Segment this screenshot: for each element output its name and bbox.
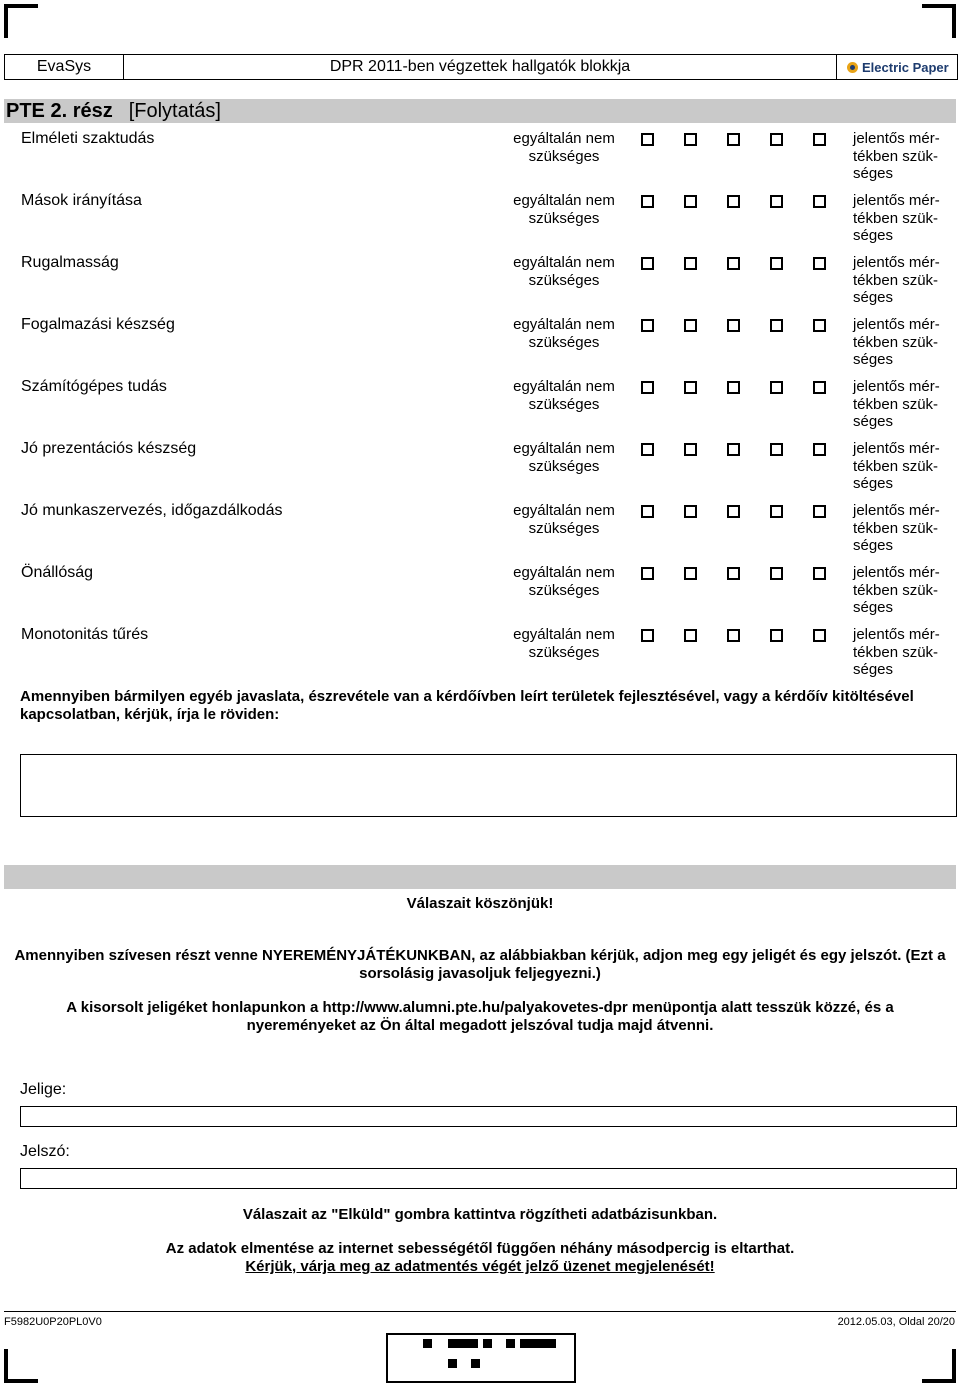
section-divider (4, 865, 956, 889)
rating-checkbox-4[interactable] (770, 381, 783, 394)
registration-mark-bottom-right (922, 1349, 956, 1383)
rating-checkbox-4[interactable] (770, 567, 783, 580)
brand-logo (837, 55, 957, 79)
rating-checkbox-1[interactable] (641, 567, 654, 580)
rating-checkbox-4[interactable] (770, 133, 783, 146)
rating-checkbox-5[interactable] (813, 505, 826, 518)
scale-left-anchor: egyáltalán nem szükséges (513, 192, 615, 227)
rating-checkbox-5[interactable] (813, 629, 826, 642)
rating-checkbox-3[interactable] (727, 629, 740, 642)
scale-right-anchor: jelentős mér- tékben szük- séges (853, 316, 940, 368)
question-row (0, 502, 960, 564)
scale-left-anchor: egyáltalán nem szükséges (513, 378, 615, 413)
thanks-text: Válaszait köszönjük! (406, 895, 554, 912)
question-label: Számítógépes tudás (21, 378, 167, 395)
rating-checkbox-5[interactable] (813, 319, 826, 332)
section-header (4, 99, 956, 123)
rating-checkbox-2[interactable] (684, 319, 697, 332)
wait-info: Kérjük, várja meg az adatmentés végét jelző üzenet megjelenését! (245, 1258, 715, 1275)
rating-checkbox-4[interactable] (770, 505, 783, 518)
jelszo-input[interactable] (20, 1168, 957, 1189)
rating-checkbox-5[interactable] (813, 195, 826, 208)
rating-checkbox-3[interactable] (727, 443, 740, 456)
question-label: Rugalmasság (21, 254, 119, 271)
rating-checkbox-4[interactable] (770, 257, 783, 270)
section-subtitle: [Folytatás] (128, 99, 221, 122)
footer-divider (4, 1311, 956, 1312)
form-header (4, 54, 958, 80)
jelige-label: Jelige: (20, 1081, 67, 1098)
rating-checkbox-1[interactable] (641, 133, 654, 146)
question-label: Mások irányítása (21, 192, 142, 209)
rating-checkbox-3[interactable] (727, 319, 740, 332)
comment-prompt: Amennyiben bármilyen egyéb javaslata, észrevétele van a kérdőívben leírt területek fejlesztésével, vagy a kérdőív kitöltésével kapcsolatban, kérjük, írja le röviden: (20, 688, 914, 723)
rating-checkbox-5[interactable] (813, 381, 826, 394)
rating-checkbox-2[interactable] (684, 195, 697, 208)
question-row (0, 316, 960, 378)
comment-textarea[interactable] (20, 754, 957, 817)
rating-checkbox-5[interactable] (813, 257, 826, 270)
question-label: Elméleti szaktudás (21, 130, 155, 147)
scale-right-anchor: jelentős mér- tékben szük- séges (853, 254, 940, 306)
scale-left-anchor: egyáltalán nem szükséges (513, 130, 615, 165)
brand-name: Electric Paper (862, 59, 949, 75)
lottery-info: A kisorsolt jeligéket honlapunkon a http://www.alumni.pte.hu/palyakovetes-dpr menüpontja alatt tesszük közzé, és a nyereményeket az Ön által megadott jelszóval tudja majd átvenni. (66, 999, 894, 1034)
scale-left-anchor: egyáltalán nem szükséges (513, 316, 615, 351)
rating-checkbox-5[interactable] (813, 443, 826, 456)
scale-left-anchor: egyáltalán nem szükséges (513, 502, 615, 537)
scale-left-anchor: egyáltalán nem szükséges (513, 254, 615, 289)
rating-checkbox-5[interactable] (813, 133, 826, 146)
scale-right-anchor: jelentős mér- tékben szük- séges (853, 440, 940, 492)
brand-mark-icon (847, 62, 858, 73)
rating-checkbox-2[interactable] (684, 381, 697, 394)
registration-mark-top-right (922, 4, 956, 38)
scale-right-anchor: jelentős mér- tékben szük- séges (853, 564, 940, 616)
barcode-icon (386, 1333, 576, 1383)
question-row (0, 254, 960, 316)
registration-mark-top-left (4, 4, 38, 38)
scale-right-anchor: jelentős mér- tékben szük- séges (853, 378, 940, 430)
scale-right-anchor: jelentős mér- tékben szük- séges (853, 626, 940, 678)
jelszo-label: Jelszó: (20, 1143, 70, 1160)
scale-right-anchor: jelentős mér- tékben szük- séges (853, 192, 940, 244)
question-label: Jó prezentációs készség (21, 440, 197, 457)
registration-mark-bottom-left (4, 1349, 38, 1383)
scale-left-anchor: egyáltalán nem szükséges (513, 564, 615, 599)
question-row (0, 626, 960, 688)
submit-info: Válaszait az "Elküld" gombra kattintva rögzítheti adatbázisunkban. (242, 1206, 718, 1223)
rating-checkbox-4[interactable] (770, 629, 783, 642)
rating-checkbox-1[interactable] (641, 319, 654, 332)
rating-checkbox-5[interactable] (813, 567, 826, 580)
rating-checkbox-4[interactable] (770, 195, 783, 208)
form-code: F5982U0P20PL0V0 (4, 1316, 102, 1328)
question-row (0, 192, 960, 254)
question-label: Önállóság (21, 564, 94, 581)
question-row (0, 564, 960, 626)
rating-checkbox-3[interactable] (727, 195, 740, 208)
question-row (0, 378, 960, 440)
save-info: Az adatok elmentése az internet sebességétől függően néhány másodpercig is eltarthat. (165, 1240, 795, 1257)
rating-checkbox-3[interactable] (727, 381, 740, 394)
rating-checkbox-1[interactable] (641, 505, 654, 518)
question-label: Jó munkaszervezés, időgazdálkodás (21, 502, 283, 519)
scale-right-anchor: jelentős mér- tékben szük- séges (853, 130, 940, 182)
app-name: EvaSys (5, 55, 124, 79)
date-page: 2012.05.03, Oldal 20/20 (837, 1316, 955, 1328)
scale-right-anchor: jelentős mér- tékben szük- séges (853, 502, 940, 554)
rating-checkbox-3[interactable] (727, 133, 740, 146)
scale-left-anchor: egyáltalán nem szükséges (513, 626, 615, 661)
lottery-intro: Amennyiben szívesen részt venne NYEREMÉNYJÁTÉKUNKBAN, az alábbiakban kérjük, adjon meg egy jeligét és egy jelszót. (Ezt a sorsolásig javasoljuk feljegyezni.) (14, 947, 946, 982)
rating-checkbox-2[interactable] (684, 257, 697, 270)
rating-checkbox-1[interactable] (641, 443, 654, 456)
rating-checkbox-2[interactable] (684, 567, 697, 580)
rating-checkbox-2[interactable] (684, 505, 697, 518)
rating-checkbox-3[interactable] (727, 257, 740, 270)
rating-checkbox-3[interactable] (727, 567, 740, 580)
rating-checkbox-1[interactable] (641, 381, 654, 394)
question-label: Fogalmazási készség (21, 316, 175, 333)
rating-checkbox-4[interactable] (770, 443, 783, 456)
rating-checkbox-1[interactable] (641, 257, 654, 270)
rating-checkbox-2[interactable] (684, 629, 697, 642)
section-title: PTE 2. rész (6, 99, 113, 122)
form-title: DPR 2011-ben végzettek hallgatók blokkja (124, 55, 837, 79)
rating-checkbox-4[interactable] (770, 319, 783, 332)
rating-checkbox-1[interactable] (641, 629, 654, 642)
jelige-input[interactable] (20, 1106, 957, 1127)
question-row (0, 130, 960, 192)
rating-checkbox-2[interactable] (684, 443, 697, 456)
rating-checkbox-3[interactable] (727, 505, 740, 518)
rating-checkbox-2[interactable] (684, 133, 697, 146)
question-label: Monotonitás tűrés (21, 626, 149, 643)
rating-checkbox-1[interactable] (641, 195, 654, 208)
question-row (0, 440, 960, 502)
scale-left-anchor: egyáltalán nem szükséges (513, 440, 615, 475)
